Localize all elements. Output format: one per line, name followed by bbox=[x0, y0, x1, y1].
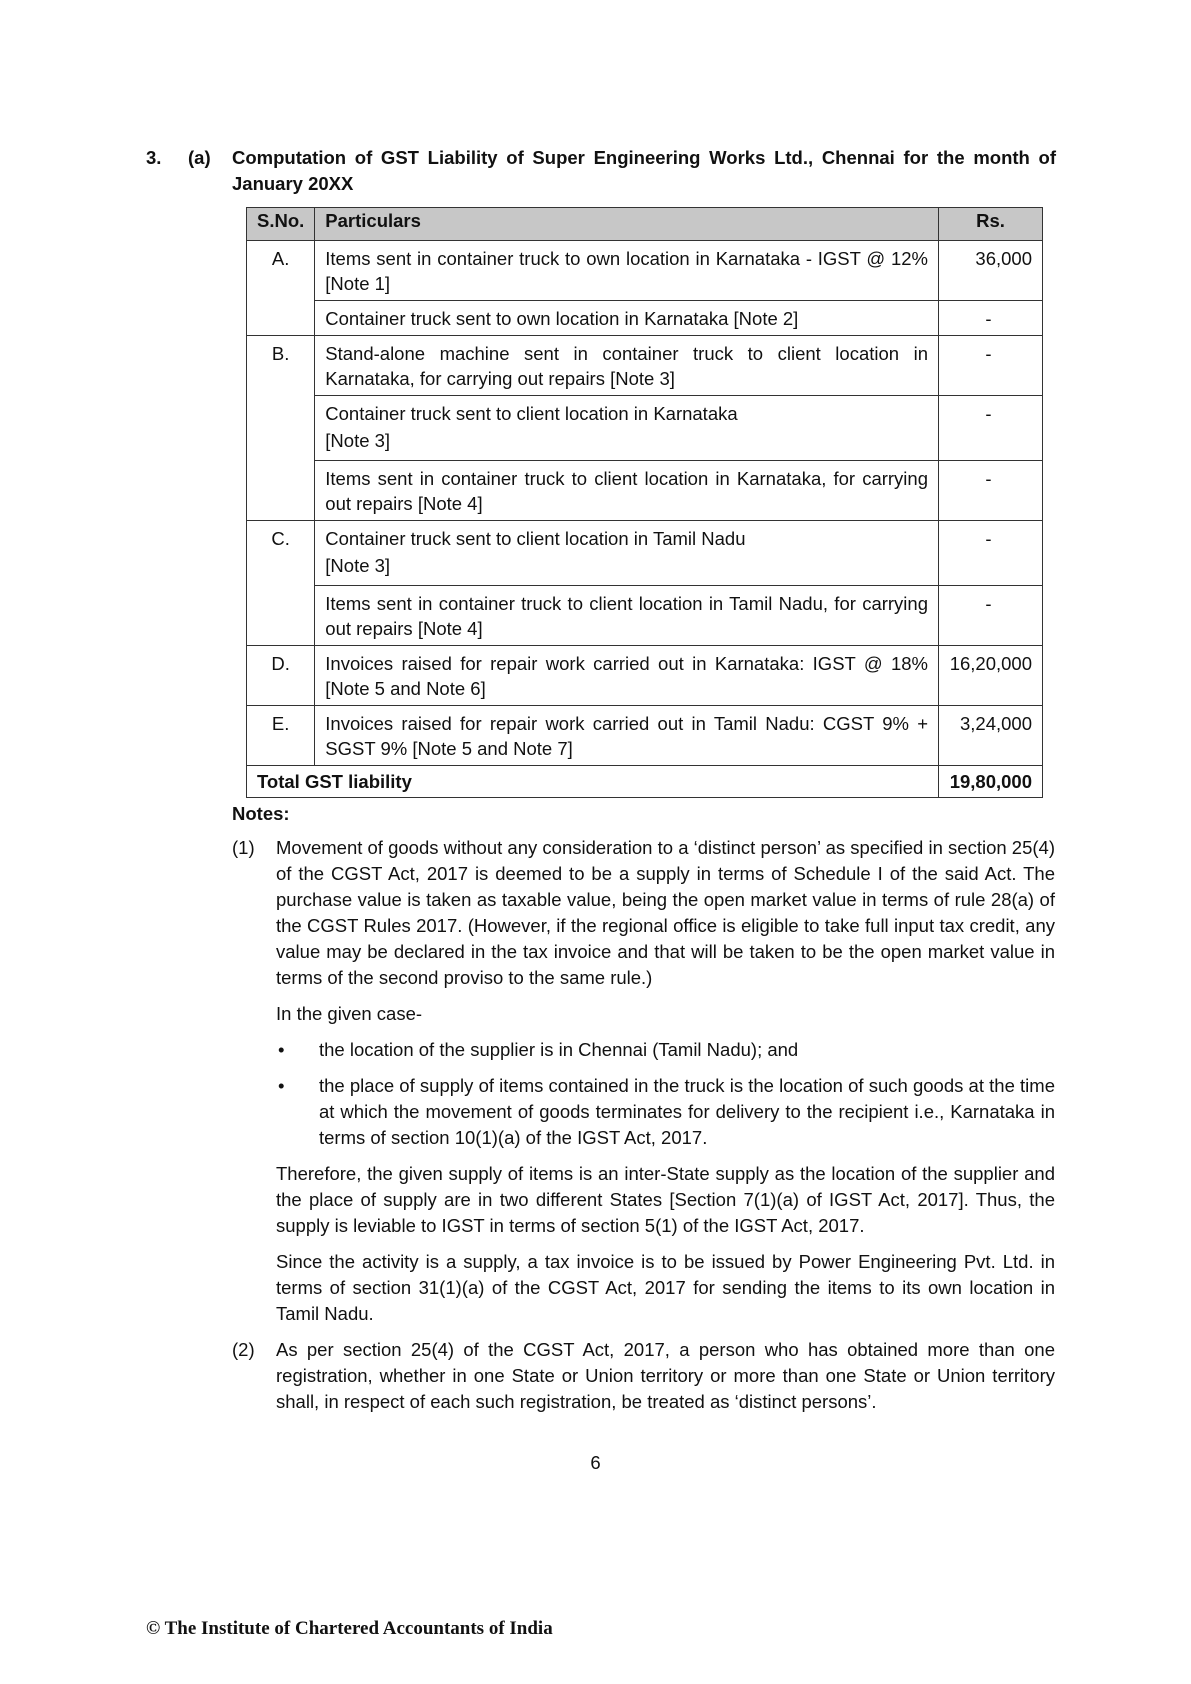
note-text: As per section 25(4) of the CGST Act, 2017, a person who has obtained more than one registration, whether in one State or Union territory or more than one State or Union territory shall, in respect of each such registration, be treated as ‘distinct persons’. bbox=[276, 1339, 1055, 1412]
table-row bbox=[247, 396, 1043, 461]
table-row bbox=[247, 241, 1043, 301]
note-ref: [Note 3] bbox=[325, 555, 391, 576]
particulars-text: Container truck sent to client location in Tamil Nadu bbox=[325, 528, 746, 549]
table-row bbox=[247, 586, 1043, 646]
note-text: Movement of goods without any consideration to a ‘distinct person’ as specified in section 25(4) of the CGST Act, 2017 is deemed to be a supply in terms of Schedule I of the said Act. The purchase value is taken as taxable value, being the open market value in terms of rule 28(a) of the CGST Rules 2017. (However, if the regional office is eligible to take full input tax credit, any value may be declared in the tax invoice and that will be taken to be the open market value in terms of the second proviso to the same rule.) bbox=[276, 837, 1055, 988]
sno-cell: E. bbox=[247, 706, 315, 766]
particulars-cell: Container truck sent to own location in Karnataka [Note 2] bbox=[315, 301, 939, 336]
gst-liability-table bbox=[246, 207, 1043, 798]
amount-cell: - bbox=[939, 396, 1043, 461]
sno-cell: C. bbox=[247, 521, 315, 646]
list-item bbox=[276, 1037, 1055, 1063]
sno-cell: B. bbox=[247, 336, 315, 521]
total-row bbox=[247, 766, 1043, 798]
particulars-cell: Invoices raised for repair work carried out in Karnataka: IGST @ 18% [Note 5 and Note 6] bbox=[315, 646, 939, 706]
amount-cell: 16,20,000 bbox=[939, 646, 1043, 706]
question-number: 3. bbox=[146, 147, 162, 168]
list-item bbox=[276, 1073, 1055, 1151]
bullet-icon: • bbox=[278, 1075, 285, 1096]
total-label: Total GST liability bbox=[247, 766, 939, 798]
table-row bbox=[247, 461, 1043, 521]
note-paragraph: Therefore, the given supply of items is an inter-State supply as the location of the supplier and the place of supply are in two different States [Section 7(1)(a) of IGST Act, 2017]. Thus, the supply is leviable to IGST in terms of section 5(1) of the IGST Act, 2017. bbox=[276, 1163, 1055, 1236]
particulars-cell: Items sent in container truck to client location in Tamil Nadu, for carrying out repairs [Note 4] bbox=[315, 586, 939, 646]
note-label: (1) bbox=[232, 837, 255, 858]
note-1 bbox=[232, 835, 1055, 991]
note-paragraph: Since the activity is a supply, a tax invoice is to be issued by Power Engineering Pvt. Ltd. in terms of section 31(1)(a) of the CGST Act, 2017 for sending the items to its own location in Tamil Nadu. bbox=[276, 1251, 1055, 1324]
total-amount: 19,80,000 bbox=[939, 766, 1043, 798]
amount-cell: - bbox=[939, 336, 1043, 396]
amount-cell: 36,000 bbox=[939, 241, 1043, 301]
sno-cell: D. bbox=[247, 646, 315, 706]
amount-cell: - bbox=[939, 301, 1043, 336]
given-case-text: In the given case- bbox=[276, 1003, 423, 1024]
bullet-text: the location of the supplier is in Chennai (Tamil Nadu); and bbox=[319, 1039, 799, 1060]
header-particulars: Particulars bbox=[315, 208, 939, 241]
particulars-text: Container truck sent to client location in Karnataka bbox=[325, 403, 738, 424]
question-part: (a) bbox=[188, 147, 211, 168]
question-title: Computation of GST Liability of Super Engineering Works Ltd., Chennai for the month of January 20XX bbox=[232, 147, 1056, 194]
footer-copyright: © The Institute of Chartered Accountants of India bbox=[146, 1618, 553, 1639]
particulars-cell: Items sent in container truck to own location in Karnataka - IGST @ 12% [Note 1] bbox=[315, 241, 939, 301]
note-ref: [Note 3] bbox=[325, 430, 391, 451]
table-row bbox=[247, 301, 1043, 336]
particulars-cell bbox=[315, 521, 939, 586]
bullet-text: the place of supply of items contained in the truck is the location of such goods at the time at which the movement of goods terminates for delivery to the recipient i.e., Karnataka in terms of section 10(1)(a) of the IGST Act, 2017. bbox=[319, 1075, 1055, 1148]
notes-title: Notes: bbox=[232, 803, 290, 824]
page-number: 6 bbox=[590, 1452, 601, 1473]
table-header-row bbox=[247, 208, 1043, 241]
particulars-cell: Stand-alone machine sent in container truck to client location in Karnataka, for carrying out repairs [Note 3] bbox=[315, 336, 939, 396]
amount-cell: - bbox=[939, 521, 1043, 586]
particulars-cell bbox=[315, 396, 939, 461]
table-row bbox=[247, 521, 1043, 586]
note-2 bbox=[232, 1337, 1055, 1415]
amount-cell: 3,24,000 bbox=[939, 706, 1043, 766]
table-row bbox=[247, 706, 1043, 766]
bullet-icon: • bbox=[278, 1039, 285, 1060]
amount-cell: - bbox=[939, 586, 1043, 646]
particulars-cell: Invoices raised for repair work carried out in Tamil Nadu: CGST 9% + SGST 9% [Note 5 and Note 7] bbox=[315, 706, 939, 766]
sno-cell: A. bbox=[247, 241, 315, 336]
header-sno: S.No. bbox=[247, 208, 315, 241]
amount-cell: - bbox=[939, 461, 1043, 521]
table-row bbox=[247, 646, 1043, 706]
table-row bbox=[247, 336, 1043, 396]
note-label: (2) bbox=[232, 1339, 255, 1360]
header-amount: Rs. bbox=[939, 208, 1043, 241]
particulars-cell: Items sent in container truck to client location in Karnataka, for carrying out repairs [Note 4] bbox=[315, 461, 939, 521]
